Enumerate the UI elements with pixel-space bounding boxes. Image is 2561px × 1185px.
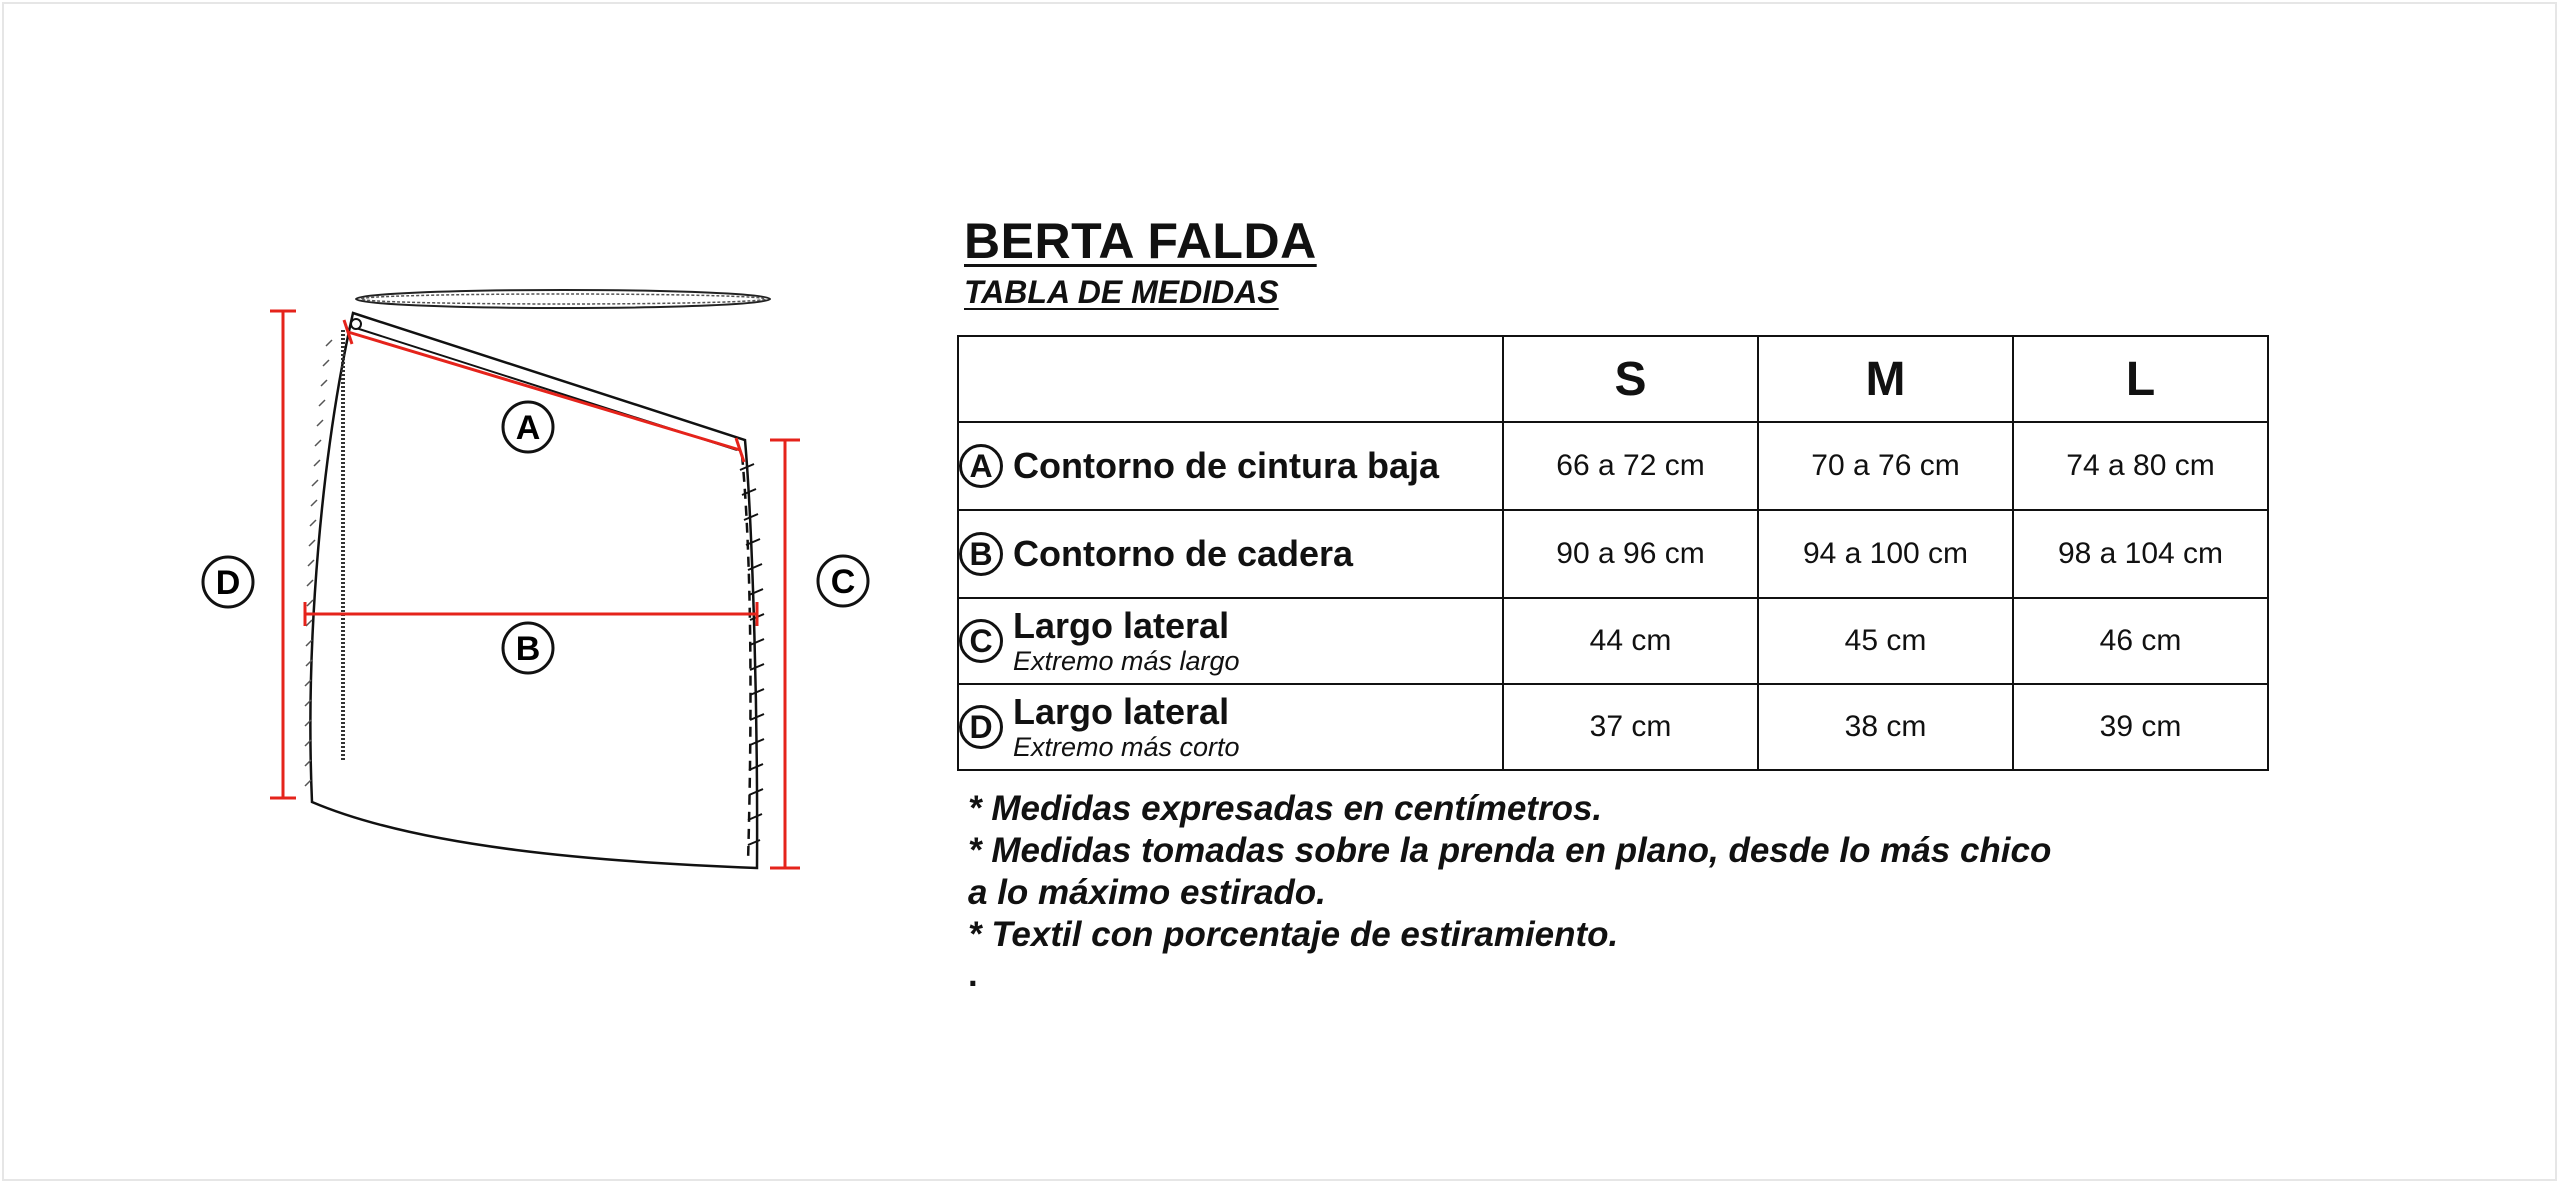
note-item: * Medidas tomadas sobre la prenda en plano, desde lo más chico [968, 831, 2052, 870]
value-cell: 37 cm [1503, 684, 1758, 770]
tie-string [356, 290, 770, 308]
note-item: a lo máximo estirado. [968, 873, 1326, 912]
value-cell: 70 a 76 cm [1758, 422, 2013, 510]
row-label-text: Contorno de cadera [1013, 533, 1354, 574]
row-label [958, 510, 1503, 598]
row-label [958, 684, 1503, 770]
value-cell: 94 a 100 cm [1758, 510, 2013, 598]
row-label-text: Largo lateral [1013, 604, 1230, 646]
row-label-subtext: Extremo más corto [1013, 731, 1240, 762]
trailing-dot: . [968, 955, 978, 994]
page-subtitle: TABLA DE MEDIDAS [964, 274, 1279, 310]
waist-button [351, 319, 361, 329]
table-row [958, 510, 2268, 598]
row-letter-badge: D [959, 705, 1003, 749]
value-cell: 74 a 80 cm [2013, 422, 2268, 510]
value-cell: 44 cm [1503, 598, 1758, 684]
row-label [958, 598, 1503, 684]
size-header-l: L [2013, 336, 2268, 422]
tie-string-stitch [361, 294, 765, 304]
svg-text:B: B [515, 630, 541, 668]
row-letter-badge: A [959, 444, 1003, 488]
label-d [203, 557, 253, 607]
size-header-s: S [1503, 336, 1758, 422]
value-cell: 38 cm [1758, 684, 2013, 770]
notes-list [968, 788, 2051, 956]
value-cell: 66 a 72 cm [1503, 422, 1758, 510]
svg-text:A: A [515, 409, 541, 447]
row-label-text: Contorno de cintura baja [1013, 445, 1440, 486]
row-letter-badge: B [959, 532, 1003, 576]
table-header-row [958, 336, 2268, 422]
label-b [503, 623, 553, 673]
table-row [958, 684, 2268, 770]
row-label [958, 422, 1503, 510]
table-row [958, 422, 2268, 510]
row-label-subtext: Extremo más largo [1013, 645, 1240, 676]
label-a [503, 402, 553, 452]
skirt-outline [310, 313, 757, 868]
value-cell: 45 cm [1758, 598, 2013, 684]
row-label-text: Largo lateral [1013, 690, 1230, 732]
value-cell: 90 a 96 cm [1503, 510, 1758, 598]
svg-text:C: C [830, 563, 856, 601]
size-table [957, 335, 2269, 771]
svg-text:D: D [215, 564, 241, 602]
skirt-diagram [0, 0, 960, 1185]
header-empty-cell [958, 336, 1503, 422]
value-cell: 46 cm [2013, 598, 2268, 684]
note-item: * Medidas expresadas en centímetros. [968, 789, 1603, 828]
note-item: * Textil con porcentaje de estiramiento. [968, 915, 1619, 954]
row-letter-badge: C [959, 619, 1003, 663]
page-title: BERTA FALDA [964, 213, 1317, 269]
value-cell: 39 cm [2013, 684, 2268, 770]
size-header-m: M [1758, 336, 2013, 422]
label-c [818, 556, 868, 606]
value-cell: 98 a 104 cm [2013, 510, 2268, 598]
table-row [958, 598, 2268, 684]
